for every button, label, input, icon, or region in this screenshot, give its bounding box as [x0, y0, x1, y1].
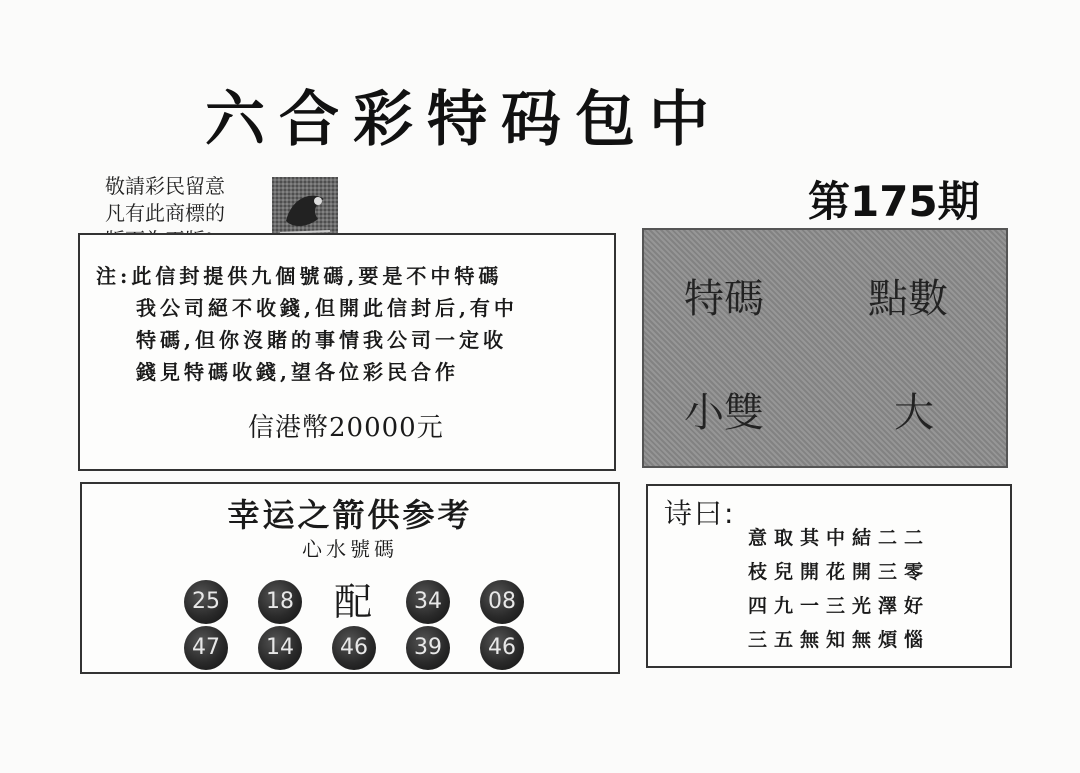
- number-ball: 39: [406, 626, 450, 670]
- special-code-label: 特碼: [684, 276, 764, 322]
- small-even-value: 小雙: [684, 390, 764, 436]
- poem-line: 三五無知無煩惱: [748, 629, 931, 651]
- number-ball: 25: [184, 580, 228, 624]
- number-ball: 46: [480, 626, 524, 670]
- note-line: 特碼,但你沒賭的事情我公司一定收: [136, 328, 507, 352]
- poem-line: 枝兒開花開三零: [748, 561, 931, 583]
- number-ball: 46: [332, 626, 376, 670]
- note-line: 我公司絕不收錢,但開此信封后,有中: [136, 296, 518, 320]
- poem-label: 诗曰:: [664, 497, 736, 530]
- note-line: 注:此信封提供九個號碼,要是不中特碼: [96, 264, 503, 288]
- pair-label: 配: [334, 580, 373, 624]
- note-line: 錢見特碼收錢,望各位彩民合作: [136, 360, 459, 384]
- notice-line: 凡有此商標的: [105, 201, 225, 225]
- number-ball: 34: [406, 580, 450, 624]
- lucky-title: 幸运之箭供参考: [227, 496, 473, 534]
- number-ball: 14: [258, 626, 302, 670]
- notice-line: 敬請彩民留意: [105, 174, 225, 198]
- page-title: 六合彩特码包中: [205, 85, 723, 155]
- number-ball: 47: [184, 626, 228, 670]
- poem-line: 意取其中結二二: [748, 527, 931, 549]
- number-ball: 18: [258, 580, 302, 624]
- poem-line: 四九一三光澤好: [748, 595, 931, 617]
- note-text: [96, 260, 611, 388]
- points-label: 點數: [868, 276, 948, 322]
- trademark-logo-image: [272, 177, 338, 241]
- lucky-subtitle: 心水號碼: [302, 537, 398, 561]
- issue-number: 第175期: [808, 177, 980, 226]
- note-price: 信港幣20000元: [248, 413, 444, 443]
- big-value: 大: [894, 390, 934, 436]
- number-ball: 08: [480, 580, 524, 624]
